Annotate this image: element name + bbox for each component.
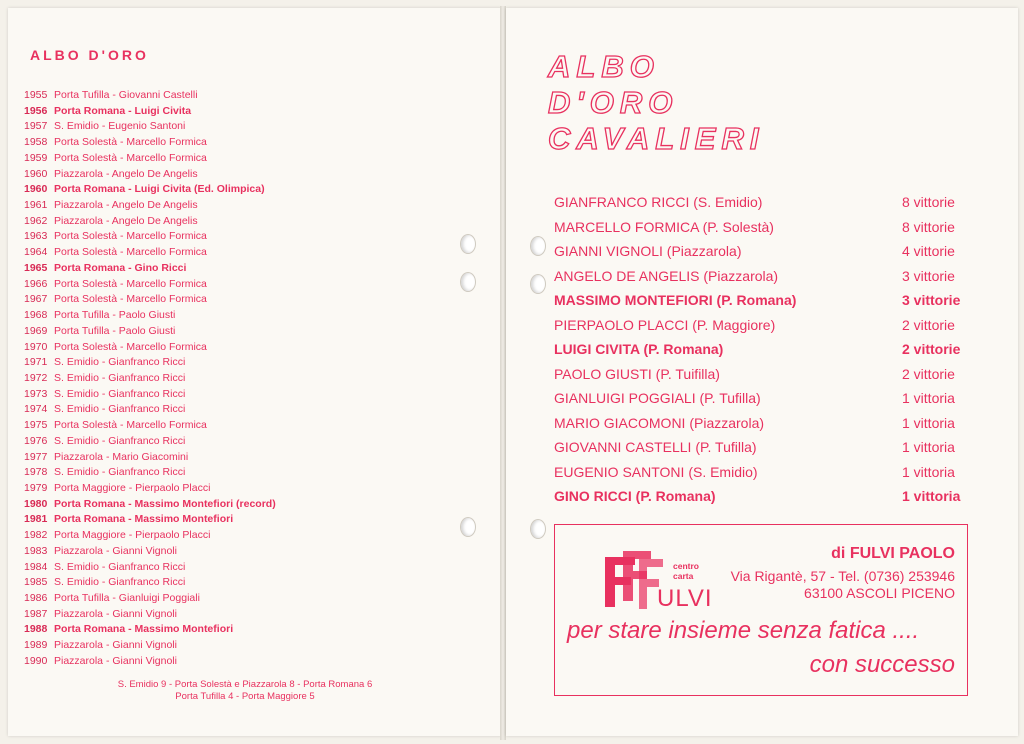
rider-name: PAOLO GIUSTI (P. Tuifilla) bbox=[554, 365, 720, 382]
rider-name: GIOVANNI CASTELLI (P. Tufilla) bbox=[554, 439, 757, 455]
entry-winner: Piazzarola - Gianni Vignoli bbox=[54, 639, 177, 652]
entry-winner: Piazzarola - Gianni Vignoli bbox=[54, 544, 177, 557]
rider-row bbox=[554, 288, 968, 313]
entry-year: 1977 bbox=[24, 450, 48, 463]
rider-row bbox=[554, 460, 968, 485]
district-totals bbox=[100, 679, 390, 703]
rider-row bbox=[554, 362, 968, 387]
binder-hole bbox=[460, 272, 476, 292]
entry-year: 1979 bbox=[24, 481, 48, 494]
ad-address-line-1: Via Rigantè, 57 - Tel. (0736) 253946 bbox=[730, 568, 955, 584]
binder-hole bbox=[460, 234, 476, 254]
entry-winner: Porta Romana - Luigi Civita (Ed. Olimpica) bbox=[54, 183, 265, 196]
entry-winner: Porta Solestà - Marcello Formica bbox=[54, 230, 207, 243]
rider-wins: 2 vittorie bbox=[902, 365, 955, 382]
year-entry bbox=[24, 560, 276, 576]
year-entry bbox=[24, 104, 276, 120]
entry-year: 1960 bbox=[24, 167, 48, 180]
entry-winner: S. Emidio - Gianfranco Ricci bbox=[54, 387, 186, 400]
entry-winner: S. Emidio - Gianfranco Ricci bbox=[54, 560, 186, 573]
entry-year: 1971 bbox=[24, 356, 48, 369]
entry-winner: Piazzarola - Mario Giacomini bbox=[54, 450, 189, 463]
entry-year: 1969 bbox=[24, 324, 48, 337]
entry-year: 1980 bbox=[24, 497, 48, 510]
rider-wins: 1 vittoria bbox=[902, 390, 955, 406]
entry-winner: S. Emidio - Gianfranco Ricci bbox=[54, 576, 186, 589]
entry-winner: Piazzarola - Angelo De Angelis bbox=[54, 214, 198, 227]
entry-year: 1966 bbox=[24, 277, 48, 290]
entry-year: 1957 bbox=[24, 120, 48, 133]
year-entry bbox=[24, 654, 276, 670]
entry-year: 1967 bbox=[24, 293, 48, 306]
entry-winner: Porta Solestà - Marcello Formica bbox=[54, 136, 207, 149]
entry-year: 1960 bbox=[24, 183, 48, 196]
rider-name: LUIGI CIVITA (P. Romana) bbox=[554, 341, 724, 357]
entry-winner: Porta Tufilla - Paolo Giusti bbox=[54, 324, 176, 337]
rider-row bbox=[554, 239, 968, 264]
entry-year: 1959 bbox=[24, 151, 48, 164]
binder-hole bbox=[460, 517, 476, 537]
right-title-line-2: D'ORO bbox=[548, 85, 679, 120]
entry-year: 1962 bbox=[24, 214, 48, 227]
logo-small-line-2: carta bbox=[673, 571, 694, 581]
district-totals-line-1: S. Emidio 9 - Porta Solestà e Piazzarola 8 - Porta Romana 6 bbox=[117, 679, 373, 690]
entry-winner: S. Emidio - Gianfranco Ricci bbox=[54, 371, 186, 384]
entry-winner: Piazzarola - Gianni Vignoli bbox=[54, 654, 177, 667]
entry-winner: Porta Solestà - Marcello Formica bbox=[54, 277, 207, 290]
year-entry bbox=[24, 88, 276, 104]
entry-winner: Piazzarola - Angelo De Angelis bbox=[54, 167, 198, 180]
rider-wins: 8 vittorie bbox=[902, 194, 955, 210]
rider-name: GIANNI VIGNOLI (Piazzarola) bbox=[554, 243, 742, 259]
entry-year: 1955 bbox=[24, 89, 48, 101]
entry-winner: Porta Solestà - Marcello Formica bbox=[54, 151, 207, 164]
entry-winner: Porta Solestà - Marcello Formica bbox=[54, 246, 207, 259]
year-entry bbox=[24, 182, 276, 198]
ad-slogan-line-2: con successo bbox=[809, 651, 955, 678]
rider-wins: 1 vittoria bbox=[902, 414, 955, 431]
entry-winner: Porta Romana - Gino Ricci bbox=[54, 261, 187, 274]
ad-slogan-line-1: per stare insieme senza fatica .... bbox=[567, 617, 920, 644]
entry-winner: S. Emidio - Gianfranco Ricci bbox=[54, 434, 186, 447]
year-entry bbox=[24, 434, 276, 450]
logo-f-mark-icon bbox=[595, 547, 665, 617]
year-entry bbox=[24, 622, 276, 638]
riders-ranking-list bbox=[554, 190, 968, 509]
entry-winner: Porta Maggiore - Pierpaolo Placci bbox=[54, 481, 211, 494]
entry-winner: Porta Romana - Luigi Civita bbox=[54, 104, 192, 117]
rider-name: MARCELLO FORMICA (P. Solestà) bbox=[554, 218, 774, 235]
entry-year: 1972 bbox=[24, 371, 48, 384]
year-entry bbox=[24, 214, 276, 230]
rider-wins: 2 vittorie bbox=[902, 341, 961, 357]
entry-year: 1970 bbox=[24, 340, 48, 353]
year-entry bbox=[24, 638, 276, 654]
rider-name: MASSIMO MONTEFIORI (P. Romana) bbox=[554, 292, 797, 308]
entry-year: 1987 bbox=[24, 607, 48, 620]
entry-winner: S. Emidio - Gianfranco Ricci bbox=[54, 403, 186, 416]
rider-name: GIANFRANCO RICCI (S. Emidio) bbox=[554, 194, 763, 210]
rider-name: GINO RICCI (P. Romana) bbox=[554, 488, 716, 504]
centro-carta-fulvi-logo bbox=[595, 547, 713, 617]
entry-winner: Porta Romana - Massimo Montefiori (record) bbox=[54, 497, 276, 510]
entry-winner: Piazzarola - Gianni Vignoli bbox=[54, 607, 177, 620]
rider-wins: 3 vittorie bbox=[902, 292, 961, 308]
rider-wins: 1 vittoria bbox=[902, 439, 955, 455]
year-entry bbox=[24, 591, 276, 607]
right-title-line-1: ALBO bbox=[548, 49, 660, 84]
rider-name: MARIO GIACOMONI (Piazzarola) bbox=[554, 414, 765, 431]
entry-winner: Porta Tufilla - Gianluigi Poggiali bbox=[54, 592, 200, 604]
year-entry bbox=[24, 481, 276, 497]
entry-winner: S. Emidio - Gianfranco Ricci bbox=[54, 466, 186, 479]
year-entry bbox=[24, 528, 276, 544]
rider-name: ANGELO DE ANGELIS (Piazzarola) bbox=[554, 267, 779, 284]
rider-name: GIANLUIGI POGGIALI (P. Tufilla) bbox=[554, 390, 761, 406]
rider-wins: 4 vittorie bbox=[902, 243, 955, 259]
entry-year: 1982 bbox=[24, 529, 48, 542]
entry-year: 1973 bbox=[24, 387, 48, 400]
rider-wins: 2 vittorie bbox=[902, 316, 955, 333]
year-entry bbox=[24, 607, 276, 623]
year-entry bbox=[24, 402, 276, 418]
year-entry bbox=[24, 151, 276, 167]
entry-year: 1985 bbox=[24, 576, 48, 589]
entry-winner: Porta Solestà - Marcello Formica bbox=[54, 419, 207, 432]
year-entry bbox=[24, 229, 276, 245]
year-entry bbox=[24, 324, 276, 340]
year-entry bbox=[24, 135, 276, 151]
rider-wins: 1 vittoria bbox=[902, 463, 955, 480]
entry-year: 1984 bbox=[24, 560, 48, 573]
rider-row bbox=[554, 337, 968, 362]
entry-year: 1968 bbox=[24, 309, 48, 322]
entry-year: 1964 bbox=[24, 246, 48, 259]
year-entry bbox=[24, 119, 276, 135]
entry-winner: Porta Maggiore - Pierpaolo Placci bbox=[54, 529, 211, 542]
rider-row bbox=[554, 215, 968, 240]
rider-row bbox=[554, 484, 968, 509]
rider-wins: 8 vittorie bbox=[902, 218, 955, 235]
rider-row bbox=[554, 386, 968, 411]
entry-year: 1961 bbox=[24, 199, 48, 212]
year-entry bbox=[24, 308, 276, 324]
entry-year: 1965 bbox=[24, 261, 48, 274]
rider-name: PIERPAOLO PLACCI (P. Maggiore) bbox=[554, 316, 776, 333]
rider-row bbox=[554, 313, 968, 338]
entry-year: 1963 bbox=[24, 230, 48, 243]
entry-year: 1983 bbox=[24, 544, 48, 557]
entry-year: 1990 bbox=[24, 654, 48, 667]
logo-small-line-1: centro bbox=[673, 561, 699, 571]
year-entry bbox=[24, 465, 276, 481]
entry-winner: Porta Solestà - Marcello Formica bbox=[54, 340, 207, 353]
year-entry bbox=[24, 340, 276, 356]
rider-row bbox=[554, 435, 968, 460]
entry-year: 1986 bbox=[24, 592, 48, 604]
entry-winner: Porta Solestà - Marcello Formica bbox=[54, 293, 207, 306]
entry-winner: Porta Romana - Massimo Montefiori bbox=[54, 513, 234, 526]
entry-winner: Piazzarola - Angelo De Angelis bbox=[54, 199, 198, 212]
winners-by-year-list bbox=[24, 88, 276, 670]
rider-wins: 3 vittorie bbox=[902, 267, 955, 284]
district-totals-line-2: Porta Tufilla 4 - Porta Maggiore 5 bbox=[175, 691, 315, 702]
year-entry bbox=[24, 512, 276, 528]
entry-year: 1975 bbox=[24, 419, 48, 432]
entry-year: 1981 bbox=[24, 513, 48, 526]
entry-year: 1988 bbox=[24, 623, 48, 636]
rider-name: EUGENIO SANTONI (S. Emidio) bbox=[554, 463, 758, 480]
year-entry bbox=[24, 245, 276, 261]
left-page-title: ALBO D'ORO bbox=[30, 47, 149, 63]
year-entry bbox=[24, 167, 276, 183]
year-entry bbox=[24, 292, 276, 308]
entry-year: 1989 bbox=[24, 639, 48, 652]
entry-year: 1976 bbox=[24, 434, 48, 447]
entry-year: 1978 bbox=[24, 466, 48, 479]
year-entry bbox=[24, 575, 276, 591]
entry-winner: Porta Romana - Massimo Montefiori bbox=[54, 623, 234, 636]
binder-hole bbox=[530, 274, 546, 294]
ad-address-line-2: 63100 ASCOLI PICENO bbox=[804, 585, 955, 601]
entry-winner: S. Emidio - Eugenio Santoni bbox=[54, 120, 186, 133]
entry-year: 1956 bbox=[24, 104, 48, 117]
entry-year: 1974 bbox=[24, 403, 48, 416]
advertisement-box bbox=[554, 524, 968, 696]
entry-winner: S. Emidio - Gianfranco Ricci bbox=[54, 356, 186, 369]
year-entry bbox=[24, 355, 276, 371]
binder-hole bbox=[530, 519, 546, 539]
entry-winner: Porta Tufilla - Paolo Giusti bbox=[54, 309, 176, 322]
entry-winner: Porta Tufilla - Giovanni Castelli bbox=[54, 89, 198, 101]
rider-row bbox=[554, 190, 968, 215]
logo-name: ULVI bbox=[657, 585, 713, 612]
right-title-line-3: CAVALIERI bbox=[548, 121, 765, 156]
year-entry bbox=[24, 497, 276, 513]
year-entry bbox=[24, 198, 276, 214]
rider-row bbox=[554, 264, 968, 289]
ad-owner: di FULVI PAOLO bbox=[831, 545, 955, 562]
year-entry bbox=[24, 261, 276, 277]
year-entry bbox=[24, 277, 276, 293]
year-entry bbox=[24, 544, 276, 560]
entry-year: 1958 bbox=[24, 136, 48, 149]
year-entry bbox=[24, 450, 276, 466]
rider-row bbox=[554, 411, 968, 436]
year-entry bbox=[24, 387, 276, 403]
rider-wins: 1 vittoria bbox=[902, 488, 961, 504]
year-entry bbox=[24, 418, 276, 434]
binder-hole bbox=[530, 236, 546, 256]
year-entry bbox=[24, 371, 276, 387]
